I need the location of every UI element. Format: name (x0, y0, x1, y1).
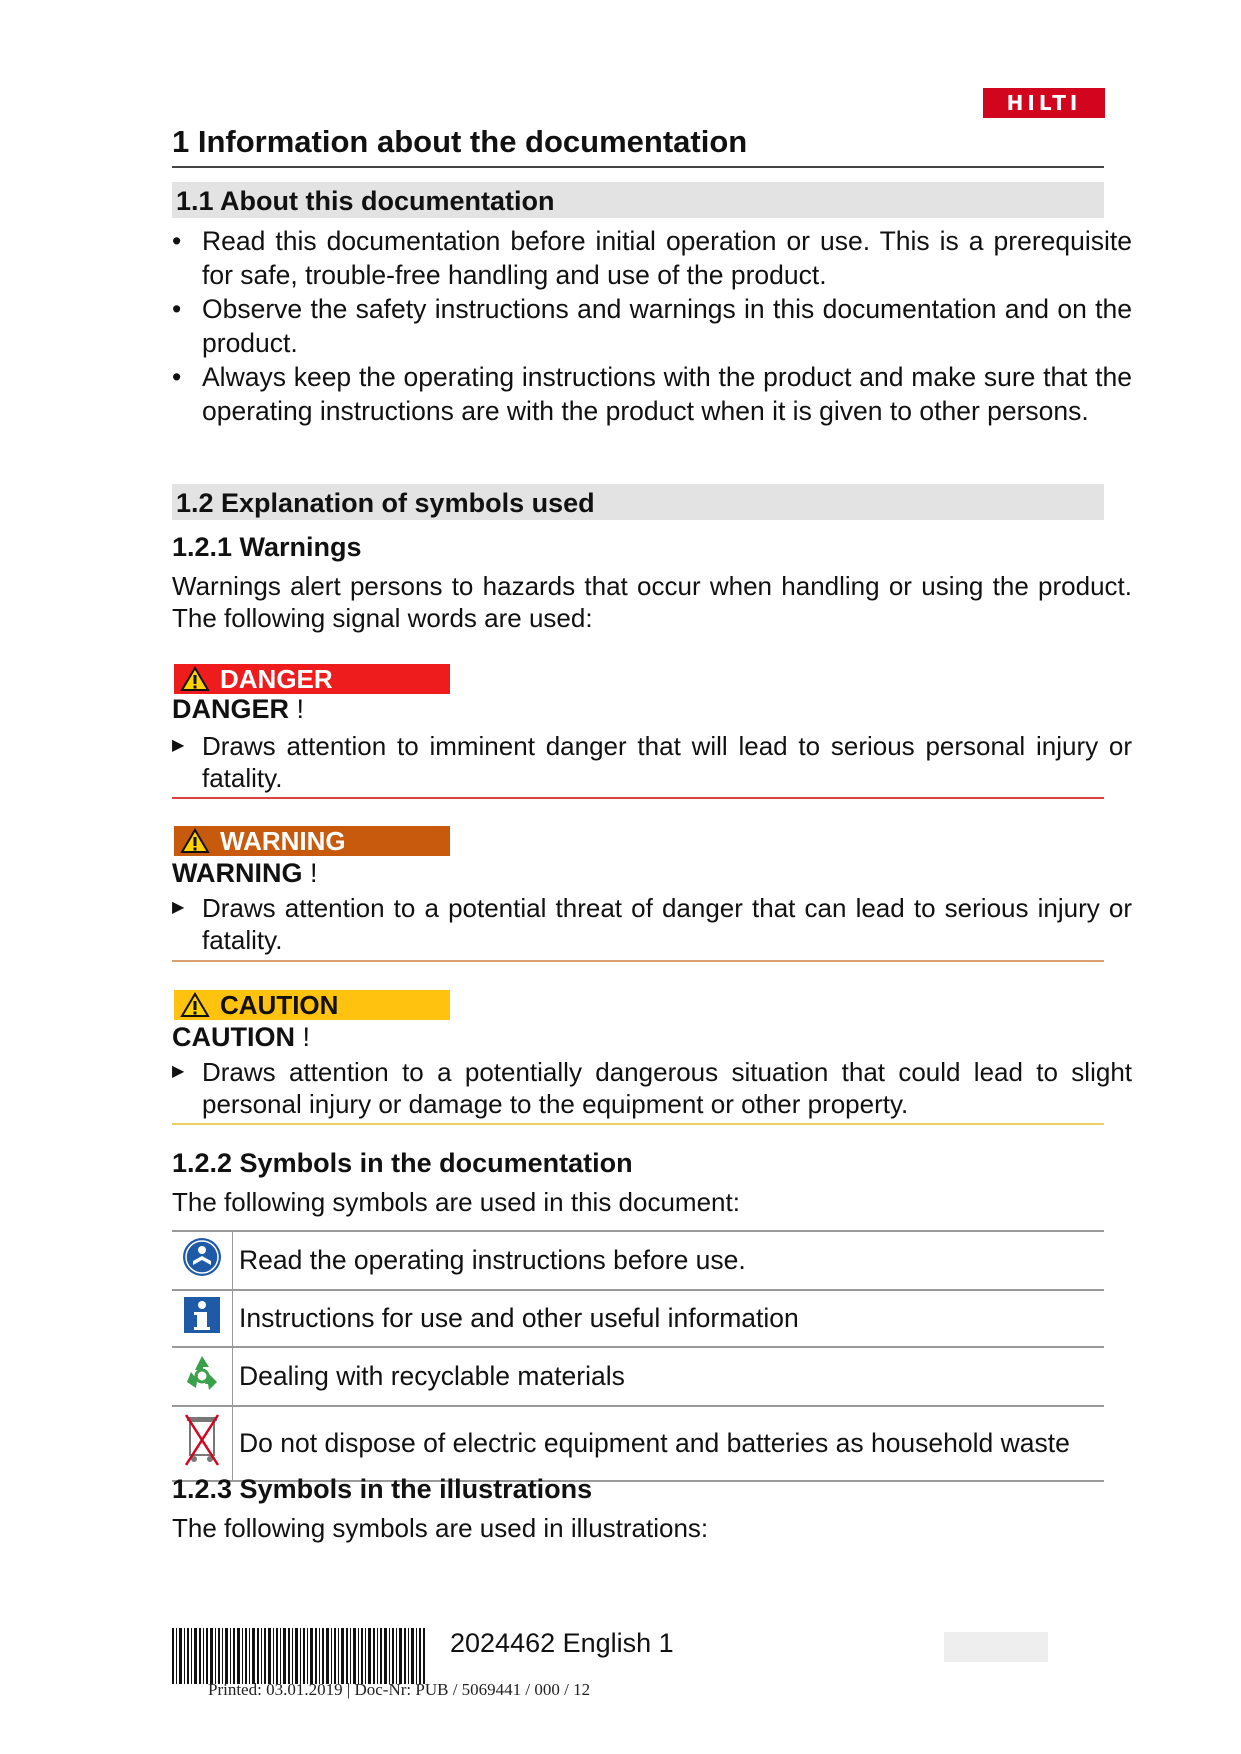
table-row (172, 1347, 1104, 1406)
info-icon (172, 1290, 233, 1347)
caution-rule (172, 1123, 1104, 1125)
table-row (172, 1406, 1104, 1481)
hilti-logo: HILTI (983, 88, 1105, 118)
doc-symbols-intro: The following symbols are used in this document: (172, 1187, 740, 1217)
list-item: • Read this documentation before initial operation or use. This is a prerequisite for safe, trouble-free handling and use of the product. (172, 224, 1132, 292)
table-row (172, 1290, 1104, 1347)
print-info: Printed: 03.01.2019 | Doc-Nr: PUB / 5069441 / 000 / 12 (208, 1680, 591, 1699)
footer-placeholder-box (944, 1632, 1048, 1662)
about-bullet-list (172, 224, 1132, 428)
symbol-description: Do not dispose of electric equipment and batteries as household waste (233, 1406, 1105, 1481)
warning-word: WARNING ! (172, 858, 318, 888)
doc-symbols-heading: 1.2.2 Symbols in the documentation (172, 1148, 633, 1178)
warnings-intro: Warnings alert persons to hazards that occur when handling or using the product. The following signal words are used: (172, 571, 1132, 633)
barcode (172, 1628, 426, 1684)
warning-triangle-icon (180, 992, 210, 1018)
danger-word: DANGER ! (172, 694, 305, 724)
caution-word: CAUTION ! (172, 1022, 311, 1052)
warning-description: ▶ Draws attention to a potential threat of danger that can lead to serious injury or fatality. (172, 893, 1132, 955)
ill-symbols-intro: The following symbols are used in illustrations: (172, 1513, 709, 1543)
list-item: • Observe the safety instructions and warnings in this documentation and on the product. (172, 292, 1132, 360)
crossed-bin-icon (172, 1406, 233, 1481)
table-row (172, 1231, 1104, 1290)
danger-signal-banner (174, 664, 450, 694)
danger-rule (172, 797, 1104, 799)
section-1-1-bar (172, 182, 1104, 218)
warning-label: WARNING (220, 825, 346, 856)
warning-signal-banner (174, 826, 450, 856)
arrow-marker-icon: ▶ (172, 1063, 185, 1080)
section-1-1-title: 1.1 About this documentation (176, 186, 555, 216)
warning-triangle-icon (180, 828, 210, 854)
page-title: 1 Information about the documentation (172, 124, 748, 159)
arrow-marker-icon: ▶ (172, 899, 185, 916)
warning-rule (172, 960, 1104, 962)
read-manual-icon (172, 1231, 233, 1290)
title-rule (172, 166, 1104, 168)
ill-symbols-heading: 1.2.3 Symbols in the illustrations (172, 1474, 593, 1504)
symbol-description: Dealing with recyclable materials (233, 1347, 1105, 1406)
caution-label: CAUTION (220, 989, 339, 1020)
recycle-icon (172, 1347, 233, 1406)
caution-signal-banner (174, 990, 450, 1020)
danger-description: ▶ Draws attention to imminent danger that will lead to serious personal injury or fatality. (172, 731, 1132, 793)
section-1-2-bar (172, 484, 1104, 520)
symbol-description: Read the operating instructions before use. (233, 1231, 1105, 1290)
danger-label: DANGER (220, 663, 333, 694)
symbol-description: Instructions for use and other useful information (233, 1290, 1105, 1347)
arrow-marker-icon: ▶ (172, 737, 185, 754)
warning-triangle-icon (180, 666, 210, 692)
doc-symbols-table (172, 1230, 1104, 1482)
caution-description: ▶ Draws attention to a potentially dangerous situation that could lead to slight personal injury or damage to the equipment or other property. (172, 1057, 1132, 1119)
section-1-2-title: 1.2 Explanation of symbols used (176, 488, 595, 518)
warnings-heading: 1.2.1 Warnings (172, 532, 362, 562)
list-item: • Always keep the operating instructions with the product and make sure that the operating instructions are with the product when it is given to other persons. (172, 360, 1132, 428)
document-number: 2024462 English 1 (450, 1628, 674, 1658)
